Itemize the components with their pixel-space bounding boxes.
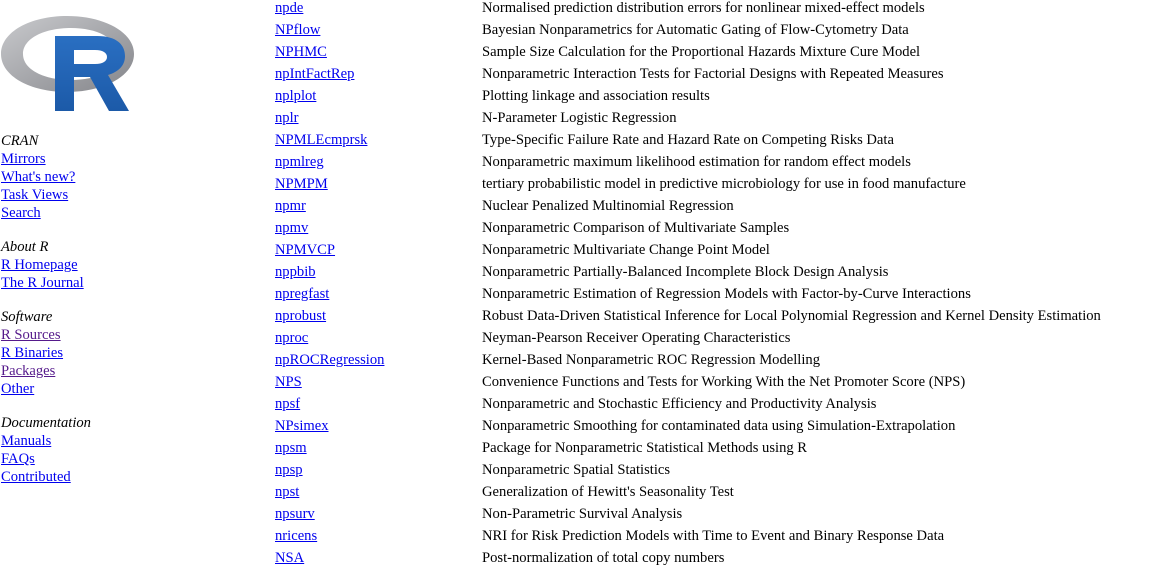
package-title: tertiary probabilistic model in predictive microbiology for use in food manufacture [482,176,966,192]
package-title: Nonparametric maximum likelihood estimation for random effect models [482,154,911,170]
r-logo-icon[interactable] [1,4,136,112]
nav-link-r-binaries[interactable]: R Binaries [1,345,64,361]
package-link[interactable]: NPS [275,374,302,390]
package-table-body [273,0,1103,569]
package-name-cell [273,327,480,349]
sidebar-nav [1,132,91,502]
nav-link-r-journal[interactable]: The R Journal [1,275,84,291]
nav-link-whats-new[interactable]: What's new? [1,169,76,185]
package-name-cell [273,437,480,459]
table-row [273,547,1103,569]
table-row [273,503,1103,525]
table-row [273,261,1103,283]
package-name-cell [273,217,480,239]
package-name-cell [273,261,480,283]
package-title: Kernel-Based Nonparametric ROC Regression Modelling [482,352,821,368]
package-link[interactable]: npsf [275,396,301,412]
package-title: Generalization of Hewitt's Seasonality Test [482,484,734,500]
table-row [273,173,1103,195]
package-name-cell [273,283,480,305]
package-title: N-Parameter Logistic Regression [482,110,677,126]
package-name-cell [273,459,480,481]
package-link[interactable]: NPflow [275,22,321,38]
package-link[interactable]: npROCRegression [275,352,385,368]
table-row [273,195,1103,217]
package-name-cell [273,107,480,129]
package-name-cell [273,41,480,63]
nav-heading-about-r: About R [1,239,49,255]
package-name-cell [273,481,480,503]
package-link[interactable]: npregfast [275,286,330,302]
package-title: Nonparametric Comparison of Multivariate Samples [482,220,790,236]
table-row [273,459,1103,481]
package-title: Nonparametric Spatial Statistics [482,462,671,478]
package-title: Bayesian Nonparametrics for Automatic Gating of Flow-Cytometry Data [482,22,909,38]
package-link[interactable]: npmv [275,220,309,236]
package-name-cell [273,195,480,217]
package-title: Nonparametric Smoothing for contaminated data using Simulation-Extrapolation [482,418,956,434]
table-row [273,129,1103,151]
package-link[interactable]: nprobust [275,308,327,324]
package-name-cell [273,63,480,85]
package-link[interactable]: NPMVCP [275,242,336,258]
package-title: Nonparametric and Stochastic Efficiency and Productivity Analysis [482,396,877,412]
nav-link-mirrors[interactable]: Mirrors [1,151,46,167]
package-name-cell [273,415,480,437]
table-row [273,305,1103,327]
package-title: Nonparametric Multivariate Change Point Model [482,242,770,258]
package-link[interactable]: npsm [275,440,307,456]
nav-link-manuals[interactable]: Manuals [1,433,52,449]
package-link[interactable]: nplr [275,110,299,126]
table-row [273,415,1103,437]
table-row [273,41,1103,63]
nav-link-packages[interactable]: Packages [1,363,56,379]
package-link[interactable]: nproc [275,330,309,346]
nav-link-search[interactable]: Search [1,205,41,221]
package-title: Nonparametric Interaction Tests for Factorial Designs with Repeated Measures [482,66,944,82]
table-row [273,327,1103,349]
table-row [273,85,1103,107]
package-name-cell [273,525,480,547]
package-link[interactable]: npsurv [275,506,315,522]
package-link[interactable]: npst [275,484,300,500]
package-name-cell [273,85,480,107]
package-title: Neyman-Pearson Receiver Operating Characteristics [482,330,791,346]
package-link[interactable]: npsp [275,462,303,478]
table-row [273,217,1103,239]
package-link[interactable]: npIntFactRep [275,66,355,82]
package-link[interactable]: nppbib [275,264,316,280]
package-title: Non-Parametric Survival Analysis [482,506,683,522]
table-row [273,239,1103,261]
nav-link-faqs[interactable]: FAQs [1,451,35,467]
nav-section-software [1,308,91,398]
nav-heading-cran: CRAN [1,133,39,149]
table-row [273,437,1103,459]
package-title: Nonparametric Estimation of Regression Models with Factor-by-Curve Interactions [482,286,971,302]
package-link[interactable]: npde [275,0,304,16]
table-row [273,525,1103,547]
package-title: Package for Nonparametric Statistical Methods using R [482,440,808,456]
nav-heading-software: Software [1,309,53,325]
nav-section-cran [1,132,91,222]
package-title: Nonparametric Partially-Balanced Incomplete Block Design Analysis [482,264,889,280]
nav-section-about-r [1,238,91,292]
package-name-cell [273,393,480,415]
package-name-cell [273,151,480,173]
table-row [273,481,1103,503]
table-row [273,393,1103,415]
package-title: Robust Data-Driven Statistical Inference for Local Polynomial Regression and Kernel Density Estimation [482,308,1101,324]
package-link[interactable]: NPMPM [275,176,328,192]
package-title: NRI for Risk Prediction Models with Time to Event and Binary Response Data [482,528,945,544]
package-name-cell [273,129,480,151]
package-name-cell [273,239,480,261]
package-table [273,0,1103,569]
package-name-cell [273,0,480,19]
table-row [273,63,1103,85]
table-row [273,349,1103,371]
package-link[interactable]: NPMLEcmprsk [275,132,368,148]
table-row [273,107,1103,129]
package-title: Sample Size Calculation for the Proportional Hazards Mixture Cure Model [482,44,921,60]
package-title: Type-Specific Failure Rate and Hazard Rate on Competing Risks Data [482,132,894,148]
package-name-cell [273,503,480,525]
nav-link-task-views[interactable]: Task Views [1,187,69,203]
package-title: Convenience Functions and Tests for Working With the Net Promoter Score (NPS) [482,374,966,390]
package-link[interactable]: NPsimex [275,418,329,434]
package-title: Post-normalization of total copy numbers [482,550,725,566]
table-row [273,371,1103,393]
package-name-cell [273,305,480,327]
table-row [273,19,1103,41]
package-title: Nuclear Penalized Multinomial Regression [482,198,734,214]
table-row [273,151,1103,173]
table-row [273,283,1103,305]
package-link[interactable]: nricens [275,528,318,544]
nav-link-r-homepage[interactable]: R Homepage [1,257,78,273]
package-name-cell [273,173,480,195]
package-title: Normalised prediction distribution errors for nonlinear mixed-effect models [482,0,925,16]
package-name-cell [273,19,480,41]
package-name-cell [273,349,480,371]
package-link[interactable]: NPHMC [275,44,327,60]
nav-section-documentation [1,414,91,486]
package-link[interactable]: npmlreg [275,154,324,170]
package-name-cell [273,547,480,569]
nav-heading-documentation: Documentation [1,415,91,431]
package-link[interactable]: NSA [275,550,305,566]
table-row [273,0,1103,19]
package-title: Plotting linkage and association results [482,88,710,104]
nav-link-contributed[interactable]: Contributed [1,469,71,485]
nav-link-other[interactable]: Other [1,381,35,397]
package-link[interactable]: nplplot [275,88,317,104]
package-link[interactable]: npmr [275,198,306,214]
package-name-cell [273,371,480,393]
nav-link-r-sources[interactable]: R Sources [1,327,61,343]
